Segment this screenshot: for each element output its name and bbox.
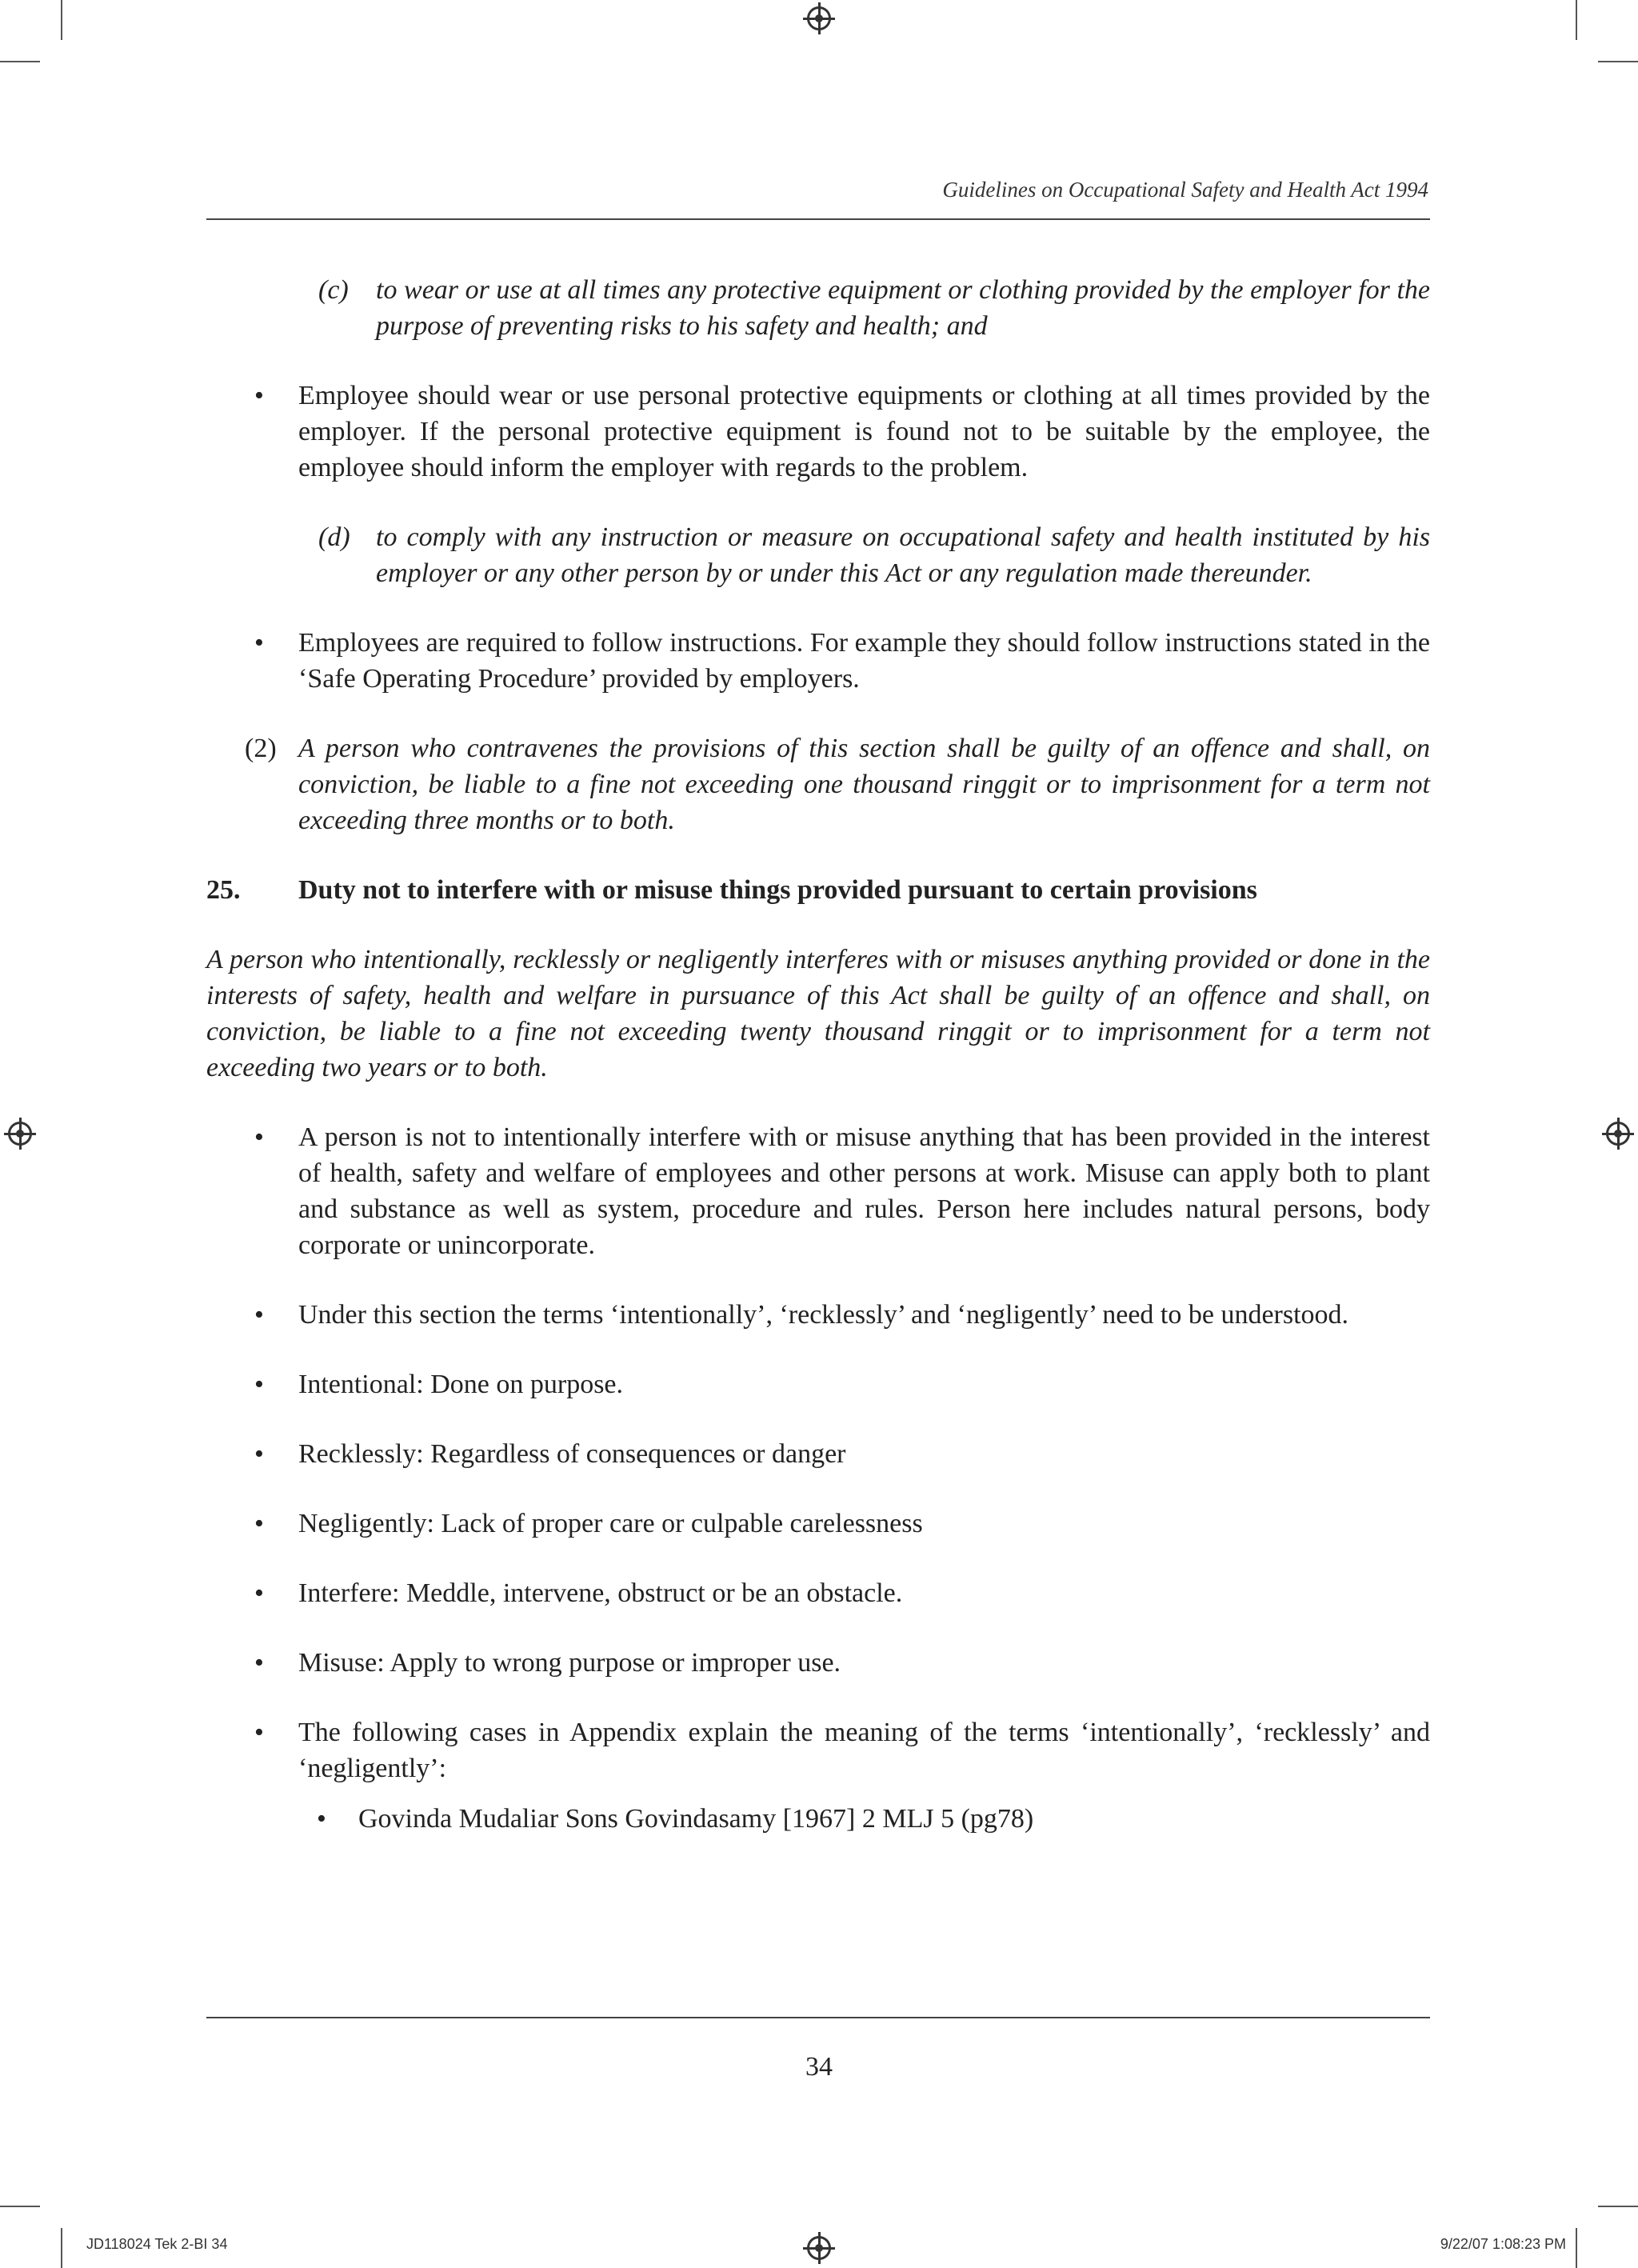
bullet-icon: •	[254, 1648, 264, 1678]
registration-mark-icon	[1606, 1122, 1630, 1146]
bullet-text: Govinda Mudaliar Sons Govindasamy [1967] 2 MLJ 5 (pg78)	[358, 1804, 1034, 1834]
bullet-icon: •	[317, 1804, 326, 1834]
bullet-text: Interfere: Meddle, intervene, obstruct or be an obstacle.	[298, 1578, 903, 1608]
page-number: 34	[805, 2052, 833, 2082]
bullet-item	[206, 1366, 1430, 1402]
crop-mark	[1598, 61, 1638, 62]
bullet-icon: •	[254, 1578, 264, 1608]
crop-mark	[61, 0, 62, 40]
bullet-item	[206, 1436, 1430, 1472]
slug-right: 9/22/07 1:08:23 PM	[1440, 2236, 1566, 2252]
slug-left: JD118024 Tek 2-BI 34	[86, 2236, 228, 2252]
clause-label: (c)	[318, 275, 349, 305]
bullet-item	[206, 625, 1430, 697]
crop-mark	[0, 61, 40, 62]
section-heading	[206, 872, 1430, 908]
bullet-item	[206, 1119, 1430, 1263]
bullet-text: Under this section the terms ‘intentionally’, ‘recklessly’ and ‘negligently’ need to be understood.	[298, 1300, 1349, 1330]
crop-mark	[1576, 0, 1577, 40]
clause-text: to wear or use at all times any protective equipment or clothing provided by the employer for the purpose of preventing risks to his safety and health; and	[376, 275, 1430, 341]
bullet-text: Negligently: Lack of proper care or culpable carelessness	[298, 1509, 923, 1538]
footer-rule	[206, 2017, 1430, 2018]
clause-text: to comply with any instruction or measure on occupational safety and health instituted by his employer or any other person by or under this Act or any regulation made thereunder.	[376, 522, 1430, 588]
sub-bullet-item	[206, 1801, 1430, 1837]
bullet-icon: •	[254, 1509, 264, 1538]
header-rule	[206, 218, 1430, 220]
bullet-text: Intentional: Done on purpose.	[298, 1370, 624, 1399]
bullet-item	[206, 1297, 1430, 1333]
registration-mark-icon	[8, 1122, 32, 1146]
bullet-item	[206, 1575, 1430, 1611]
registration-mark-icon	[807, 6, 831, 30]
bullet-icon: •	[254, 628, 264, 658]
bullet-icon: •	[254, 1718, 264, 1747]
bullet-text: Recklessly: Regardless of consequences or danger	[298, 1439, 846, 1469]
subsection-text: A person who contravenes the provisions of this section shall be guilty of an offence and shall, on conviction, be liable to a fine not exceeding one thousand ringgit or to imprisonment for a term not exceeding three months or to both.	[298, 734, 1430, 835]
bullet-icon: •	[254, 1370, 264, 1399]
bullet-text: Employee should wear or use personal protective equipments or clothing at all times provided by the employer. If the personal protective equipment is found not to be suitable by the employee, the employee should inform the employer with regards to the problem.	[298, 381, 1430, 482]
crop-mark	[1576, 2228, 1577, 2268]
bullet-text: Employees are required to follow instructions. For example they should follow instructions stated in the ‘Safe Operating Procedure’ provided by employers.	[298, 628, 1430, 694]
clause-d	[206, 519, 1430, 591]
bullet-text: The following cases in Appendix explain the meaning of the terms ‘intentionally’, ‘recklessly’ and ‘negligently’:	[298, 1718, 1430, 1783]
bullet-text: Misuse: Apply to wrong purpose or improper use.	[298, 1648, 841, 1678]
section-number: 25.	[206, 875, 241, 905]
section-intro: A person who intentionally, recklessly or negligently interferes with or misuses anything provided or done in the interests of safety, health and welfare in pursuance of this Act shall be guilty of an offence and shall, on conviction, be liable to a fine not exceeding twenty thousand ringgit or to imprisonment for a term not exceeding two years or to both.	[206, 945, 1430, 1082]
bullet-icon: •	[254, 1300, 264, 1330]
bullet-icon: •	[254, 1122, 264, 1152]
bullet-item	[206, 1645, 1430, 1681]
subsection-label: (2)	[245, 734, 277, 763]
crop-mark	[0, 2206, 40, 2207]
crop-mark	[1598, 2206, 1638, 2207]
clause-c	[206, 272, 1430, 344]
bullet-icon: •	[254, 381, 264, 410]
bullet-item	[206, 378, 1430, 486]
page-body	[206, 272, 1430, 1870]
crop-mark	[61, 2228, 62, 2268]
section-title: Duty not to interfere with or misuse things provided pursuant to certain provisions	[298, 875, 1257, 905]
registration-mark-icon	[807, 2236, 831, 2260]
clause-label: (d)	[318, 522, 350, 552]
bullet-text: A person is not to intentionally interfere with or misuse anything that has been provided in the interest of health, safety and welfare of employees and other persons at work. Misuse can apply both to plant and substance as well as system, procedure and rules. Person here includes natural persons, body corporate or unincorporate.	[298, 1122, 1430, 1260]
running-header: Guidelines on Occupational Safety and Health Act 1994	[942, 178, 1428, 202]
bullet-item	[206, 1506, 1430, 1542]
bullet-item	[206, 1714, 1430, 1786]
bullet-icon: •	[254, 1439, 264, 1469]
subsection-2	[206, 730, 1430, 838]
